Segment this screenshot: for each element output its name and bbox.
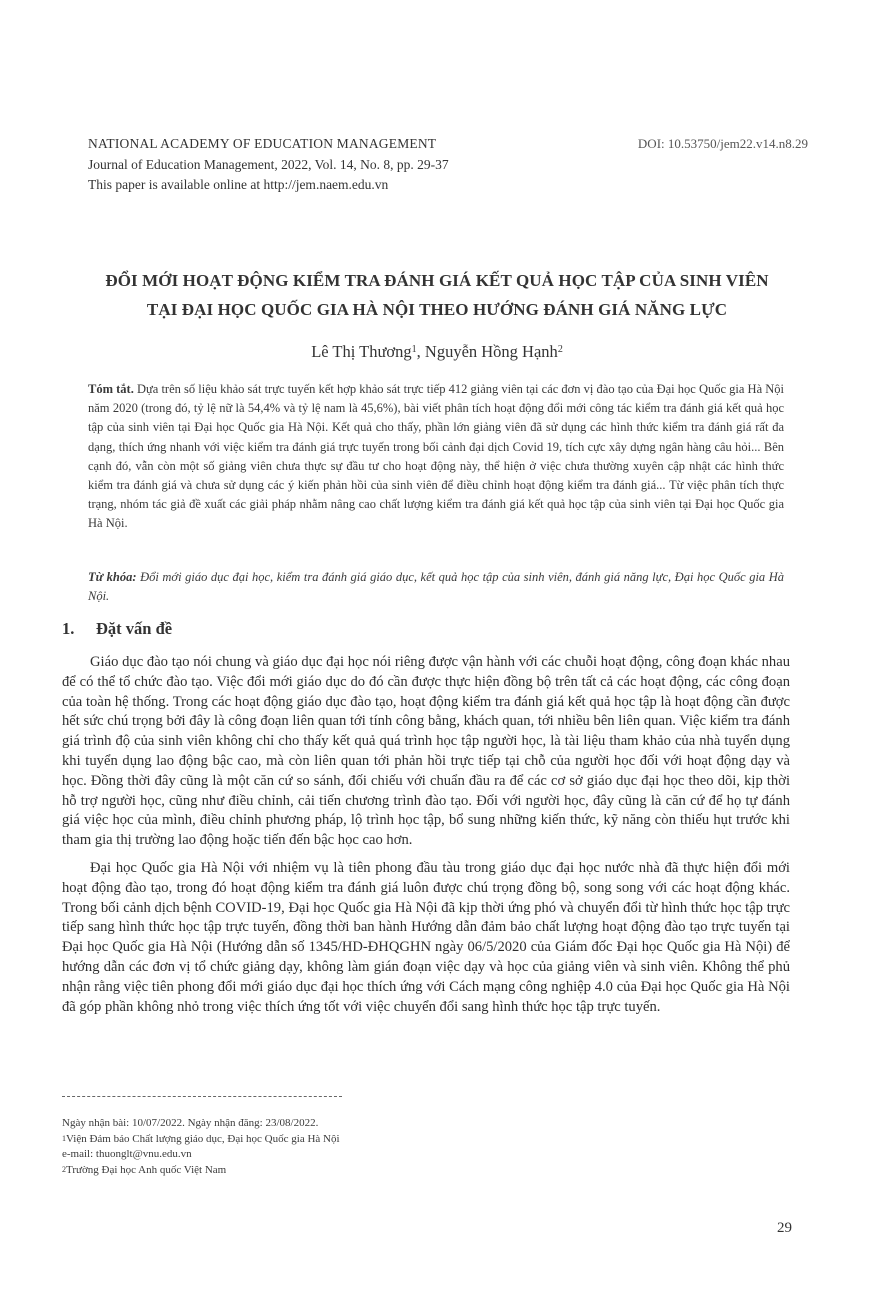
title-line-2: TẠI ĐẠI HỌC QUỐC GIA HÀ NỘI THEO HƯỚNG ĐÁNH GIÁ NĂNG LỰC — [146, 300, 728, 319]
author-separator: , — [416, 342, 425, 361]
footnote-dates: Ngày nhận bài: 10/07/2022. Ngày nhận đăng: 23/08/2022. — [62, 1117, 319, 1129]
page-number: 29 — [777, 1220, 792, 1236]
footnote-affiliation-1 — [62, 1132, 662, 1148]
institution-name: NATIONAL ACADEMY OF EDUCATION MANAGEMENT — [88, 136, 437, 151]
journal-header — [88, 134, 568, 196]
section-title: Đặt vấn đề — [96, 619, 173, 638]
journal-citation: Journal of Education Management, 2022, Vol. 14, No. 8, pp. 29-37 — [88, 156, 449, 172]
abstract-label: Tóm tắt. — [88, 382, 134, 396]
availability-note: This paper is available online at http://jem.naem.edu.vn — [88, 177, 389, 192]
author-list — [60, 340, 814, 364]
affiliation-2-text: Trường Đại học Anh quốc Việt Nam — [66, 1163, 227, 1176]
section-heading — [62, 617, 172, 641]
title-line-1: ĐỔI MỚI HOẠT ĐỘNG KIỂM TRA ĐÁNH GIÁ KẾT QUẢ HỌC TẬP CỦA SINH VIÊN — [105, 271, 769, 290]
affiliation-1-text: Viện Đảm bảo Chất lượng giáo dục, Đại học Quốc gia Hà Nội — [66, 1132, 340, 1145]
affiliation-2-mark: 2 — [62, 1164, 66, 1174]
author-1-affiliation-mark: 1 — [411, 344, 417, 355]
keywords-text: Đổi mới giáo dục đại học, kiểm tra đánh giá giáo dục, kết quả học tập của sinh viên, đánh giá năng lực, Đại học Quốc gia Hà Nội. — [88, 570, 784, 603]
footnotes — [62, 1116, 662, 1178]
author-1: Lê Thị Thương — [311, 342, 412, 361]
footnote-email: e-mail: thuonglt@vnu.edu.vn — [62, 1148, 192, 1160]
paper-title — [60, 266, 814, 324]
author-2: Nguyễn Hồng Hạnh — [424, 342, 558, 361]
keywords — [88, 568, 784, 606]
doi: DOI: 10.53750/jem22.v14.n8.29 — [637, 136, 808, 151]
author-2-affiliation-mark: 2 — [557, 344, 563, 355]
paragraph-2: Đại học Quốc gia Hà Nội với nhiệm vụ là tiên phong đầu tàu trong giáo dục đại học nước nhà đã thực hiện đổi mới hoạt động đào tạo, trong đó hoạt động kiểm tra đánh giá luôn được chú trọng đồng bộ, song song với các hoạt động khác. Trong bối cảnh dịch bệnh COVID-19, Đại học Quốc gia Hà Nội đã kịp thời ứng phó và chuyển đổi từ hình thức học tập trực tiếp sang hình thức học tập trực tuyến, đồng thời ban hành Hướng dẫn đảm bảo chất lượng hoạt động đào tạo trực tuyến tại Đại học Quốc gia Hà Nội (Hướng dẫn số 1345/HD-ĐHQGHN ngày 06/5/2020 của Giám đốc Đại học Quốc gia Hà Nội) để hướng dẫn các đơn vị tổ chức giảng dạy, không làm gián đoạn việc dạy và học của giảng viên và sinh viên. Không thể phủ nhận rằng việc tiên phong đổi mới giáo dục đại học thích ứng với Cách mạng công nghiệp 4.0 của Đại học Quốc gia Hà Nội đã góp phần không nhỏ trong việc thích ứng tốt với việc chuyển đổi sang hình thức học tập trực tuyến. — [62, 859, 790, 1015]
footnote-affiliation-2 — [62, 1163, 662, 1179]
keywords-label: Từ khóa: — [88, 570, 137, 584]
section-number: 1. — [62, 619, 75, 638]
footnote-divider — [62, 1096, 342, 1097]
abstract-text: Dựa trên số liệu khảo sát trực tuyến kết hợp khảo sát trực tiếp 412 giảng viên tại các đơn vị đào tạo của Đại học Quốc gia Hà Nội năm 2020 (trong đó, tỷ lệ nữ là 54,4% và tỷ lệ nam là 45,6%), bài viết phân tích hoạt động đổi mới công tác kiểm tra đánh giá kết quả học tập của sinh viên tại Đại học Quốc gia Hà Nội. Kết quả cho thấy, phần lớn giảng viên đã sử dụng các hình thức kiểm tra đánh giá rất đa dạng, thích ứng nhanh với việc kiểm tra đánh giá trực tuyến trong bối cảnh đại dịch Covid 19, tích cực xây dựng ngân hàng câu hỏi... Bên cạnh đó, vẫn còn một số giảng viên chưa thực sự đầu tư cho hoạt động này, thể hiện ở việc chưa thường xuyên cập nhật các hình thức kiểm tra đánh giá và chưa sử dụng các ý kiến phản hồi của sinh viên để điều chỉnh hoạt động kiểm tra đánh giá... Từ việc phân tích thực trạng, nhóm tác giả đề xuất các giải pháp nhằm nâng cao chất lượng kiểm tra đánh giá kết quả học tập của sinh viên tại Đại học Quốc gia Hà Nội. — [88, 382, 784, 531]
paragraph-1: Giáo dục đào tạo nói chung và giáo dục đại học nói riêng được vận hành với các chuỗi hoạt động, công đoạn khác nhau để có thể tổ chức đào tạo. Việc đổi mới giáo dục do đó cần được thực hiện đồng bộ trên tất cả các hoạt động, các công đoạn của toàn hệ thống. Trong các hoạt động giáo dục đào tạo, hoạt động kiểm tra đánh giá kết quả học tập là hoạt động cần được hết sức chú trọng bởi đây là công đoạn liên quan tới tính công bằng, khách quan, tới nhiều bên liên quan. Việc kiểm tra đánh giá trình độ của sinh viên không chỉ cho thấy kết quả quá trình học tập người học, là tài liệu tham khảo của nhà tuyển dụng khi tuyển dụng lao động bậc cao, mà còn liên quan tới phản hồi trực tiếp tại chỗ của người học đối với hoạt động dạy và học. Đồng thời đây cũng là một căn cứ so sánh, đối chiếu với chuẩn đầu ra để các cơ sở giáo dục đại học theo dõi, kịp thời hỗ trợ người học, cũng như điều chỉnh, cải tiến chương trình đào tạo. Đối với người học, đây cũng là căn cứ để họ tự đánh giá việc học của mình, điều chỉnh phương pháp, lộ trình học tập, bổ sung những kiến thức, kỹ năng còn thiếu hụt trước khi tham gia thị trường lao động hoặc tiến đến bậc học cao hơn. — [62, 654, 790, 849]
body-text — [62, 653, 790, 1025]
abstract — [88, 380, 784, 534]
affiliation-1-mark: 1 — [62, 1133, 66, 1143]
